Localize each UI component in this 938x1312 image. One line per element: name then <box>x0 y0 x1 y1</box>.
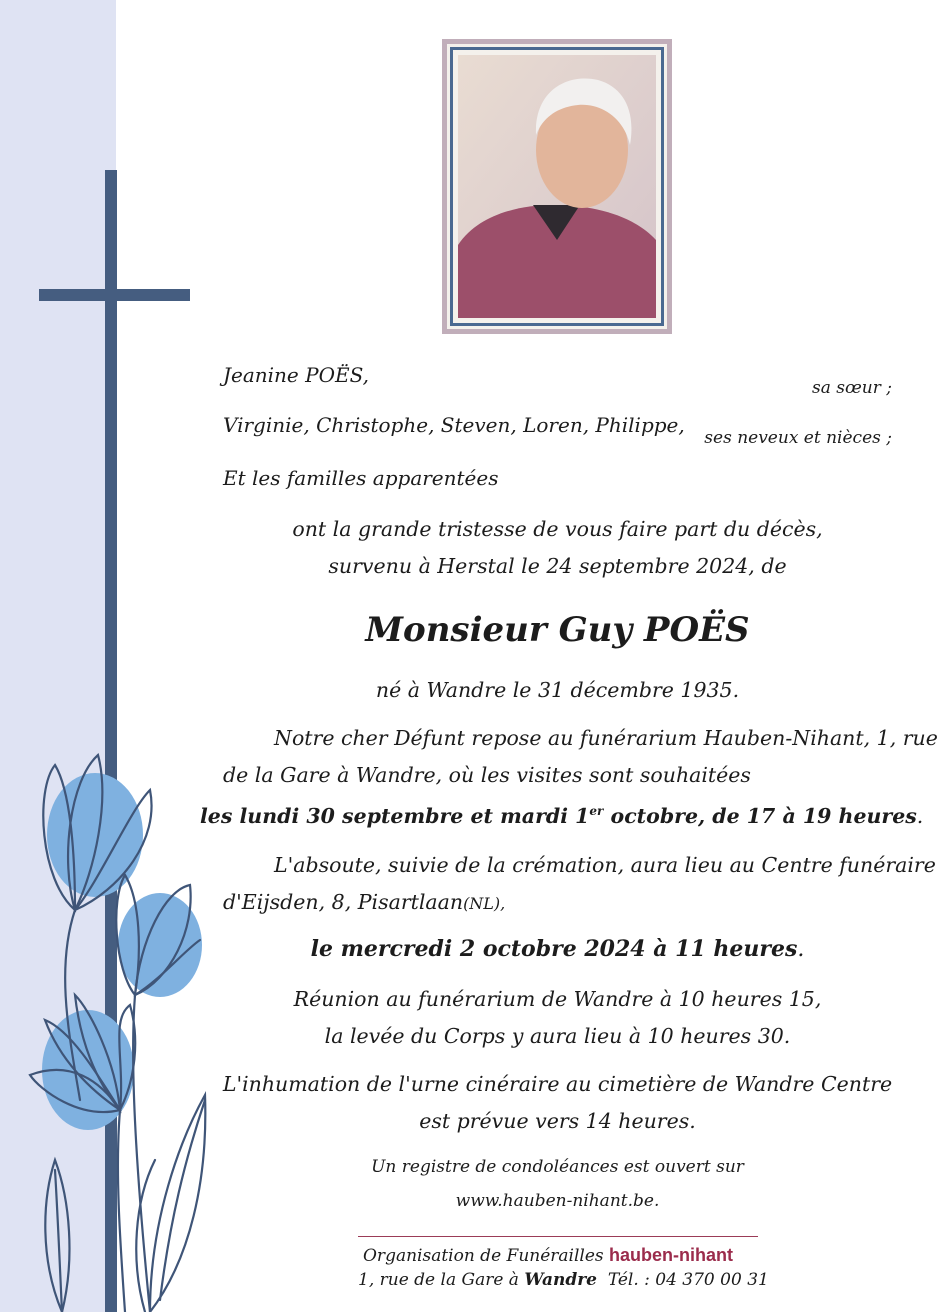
footer-organisation: Organisation de Funérailles hauben-nihant <box>363 1245 734 1266</box>
footer-divider <box>358 1236 758 1237</box>
birth-info: né à Wandre le 31 décembre 1935. <box>375 678 740 702</box>
meeting-line-1: Réunion au funérarium de Wandre à 10 heures 15, <box>293 987 822 1011</box>
family-members-nephews: Virginie, Christophe, Steven, Loren, Philippe, <box>223 413 685 437</box>
condolences-url[interactable]: www.hauben-nihant.be. <box>455 1191 660 1211</box>
ceremony-line-1: L'absoute, suivie de la crémation, aura lieu au Centre funéraire <box>274 853 936 877</box>
tulip-flowers-illustration <box>0 740 230 1312</box>
burial-line-2: est prévue vers 14 heures. <box>419 1109 696 1133</box>
announcement-line-2: survenu à Herstal le 24 septembre 2024, de <box>328 554 787 578</box>
ceremony-date: le mercredi 2 octobre 2024 à 11 heures. <box>310 936 805 962</box>
relation-sister: sa sœur ; <box>811 378 892 398</box>
portrait-photo <box>458 55 656 318</box>
visitation-line-1: Notre cher Défunt repose au funérarium Hauben-Nihant, 1, rue <box>274 726 938 750</box>
family-related: Et les familles apparentées <box>223 466 499 490</box>
visitation-line-2: de la Gare à Wandre, où les visites sont souhaitées <box>223 763 751 787</box>
family-member-sister: Jeanine POËS, <box>223 363 369 387</box>
footer-address: 1, rue de la Gare à Wandre Tél. : 04 370 00 31 <box>358 1270 769 1290</box>
meeting-line-2: la levée du Corps y aura lieu à 10 heures 30. <box>324 1024 791 1048</box>
burial-line-1: L'inhumation de l'urne cinéraire au cimetière de Wandre Centre <box>222 1072 893 1096</box>
relation-nephews: ses neveux et nièces ; <box>704 428 892 448</box>
brand-name: hauben-nihant <box>609 1245 734 1265</box>
cross-horizontal-beam <box>39 289 190 301</box>
announcement-line-1: ont la grande tristesse de vous faire part du décès, <box>292 517 823 541</box>
condolences-text: Un registre de condoléances est ouvert sur <box>371 1157 744 1177</box>
ceremony-line-2: d'Eijsden, 8, Pisartlaan(NL), <box>223 890 506 914</box>
portrait-frame <box>442 39 672 334</box>
deceased-name: Monsieur Guy POËS <box>365 610 750 650</box>
visitation-dates: les lundi 30 septembre et mardi 1er octobre, de 17 à 19 heures. <box>200 804 924 828</box>
